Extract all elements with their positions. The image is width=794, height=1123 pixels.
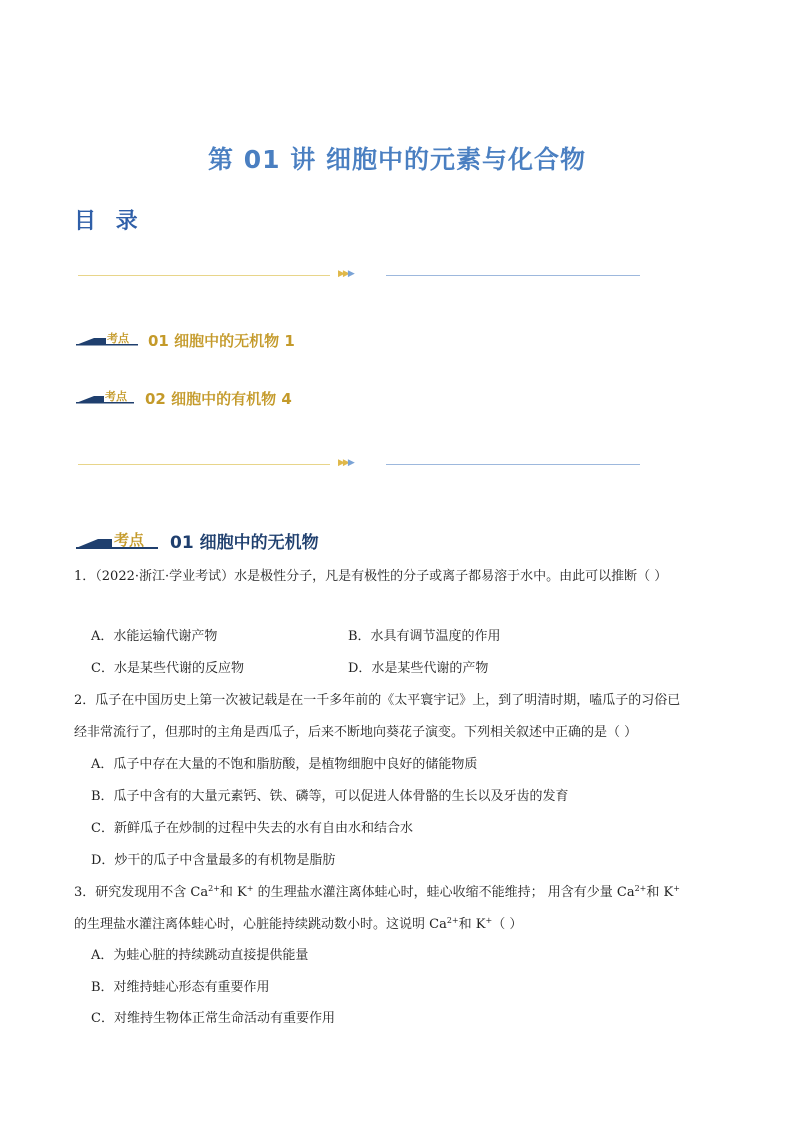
q3-option-b[interactable]: B．对维持蛙心形态有重要作用 [91,980,270,995]
divider-bottom [78,459,640,471]
question-2-stem-line2: 经非常流行了，但那时的主角是西瓜子，后来不断地向葵花子演变。下列相关叙述中正确的是（ ） [74,725,638,740]
q1-option-a[interactable]: A．水能运输代谢产物 [91,629,218,644]
toc-item-2[interactable]: 02 细胞中的有机物 4 [145,390,292,408]
badge-icon [76,386,138,404]
q2-option-d[interactable]: D．炒干的瓜子中含量最多的有机物是脂肪 [91,853,336,868]
toc-heading: 目 录 [74,209,144,234]
section-title: 01 细胞中的无机物 [170,533,319,553]
question-1-stem: 1．（2022·浙江·学业考试）水是极性分子，凡是有极性的分子或离子都易溶于水中。由此可以推断（ ） [74,569,668,584]
q1-option-c[interactable]: C．水是某些代谢的反应物 [91,661,244,676]
arrow-icon: ▶▶▶ [338,269,353,279]
section-badge-icon [76,528,166,550]
q2-option-a[interactable]: A．瓜子中存在大量的不饱和脂肪酸，是植物细胞中良好的储能物质 [91,757,478,772]
q1-option-b[interactable]: B．水具有调节温度的作用 [348,629,501,644]
q2-option-b[interactable]: B．瓜子中含有的大量元素钙、铁、磷等，可以促进人体骨骼的生长以及牙齿的发育 [91,789,569,804]
q3-option-a[interactable]: A．为蛙心脏的持续跳动直接提供能量 [91,948,309,963]
q1-option-d[interactable]: D．水是某些代谢的产物 [348,661,489,676]
q3-option-c[interactable]: C．对维持生物体正常生命活动有重要作用 [91,1011,335,1026]
toc-item-1[interactable]: 01 细胞中的无机物 1 [148,332,295,350]
badge-label: 考点 [105,390,127,403]
question-3-stem-line1: 3．研究发现用不含 $Ca^{2+}$和 K+ 的生理盐水灌注离体蛙心时，蛙心收缩不能维持； 用含有少量 $Ca^{2+}$和 K+ [74,884,680,900]
badge-icon [76,328,138,346]
question-2-stem-line1: 2．瓜子在中国历史上第一次被记载是在一千多年前的《太平寰宇记》上，到了明清时期，嗑瓜子的习俗已 [74,693,681,708]
section-badge-label: 考点 [114,531,145,549]
arrow-icon: ▶▶▶ [338,458,353,468]
q2-option-c[interactable]: C．新鲜瓜子在炒制的过程中失去的水有自由水和结合水 [91,821,413,836]
divider-top [78,270,640,282]
badge-label: 考点 [107,332,129,345]
question-3-stem-line2: 的生理盐水灌注离体蛙心时，心脏能持续跳动数小时。这说明 $Ca^{2+}$和 K+（ ） [74,916,523,932]
page-title: 第 01 讲 细胞中的元素与化合物 [208,145,586,174]
